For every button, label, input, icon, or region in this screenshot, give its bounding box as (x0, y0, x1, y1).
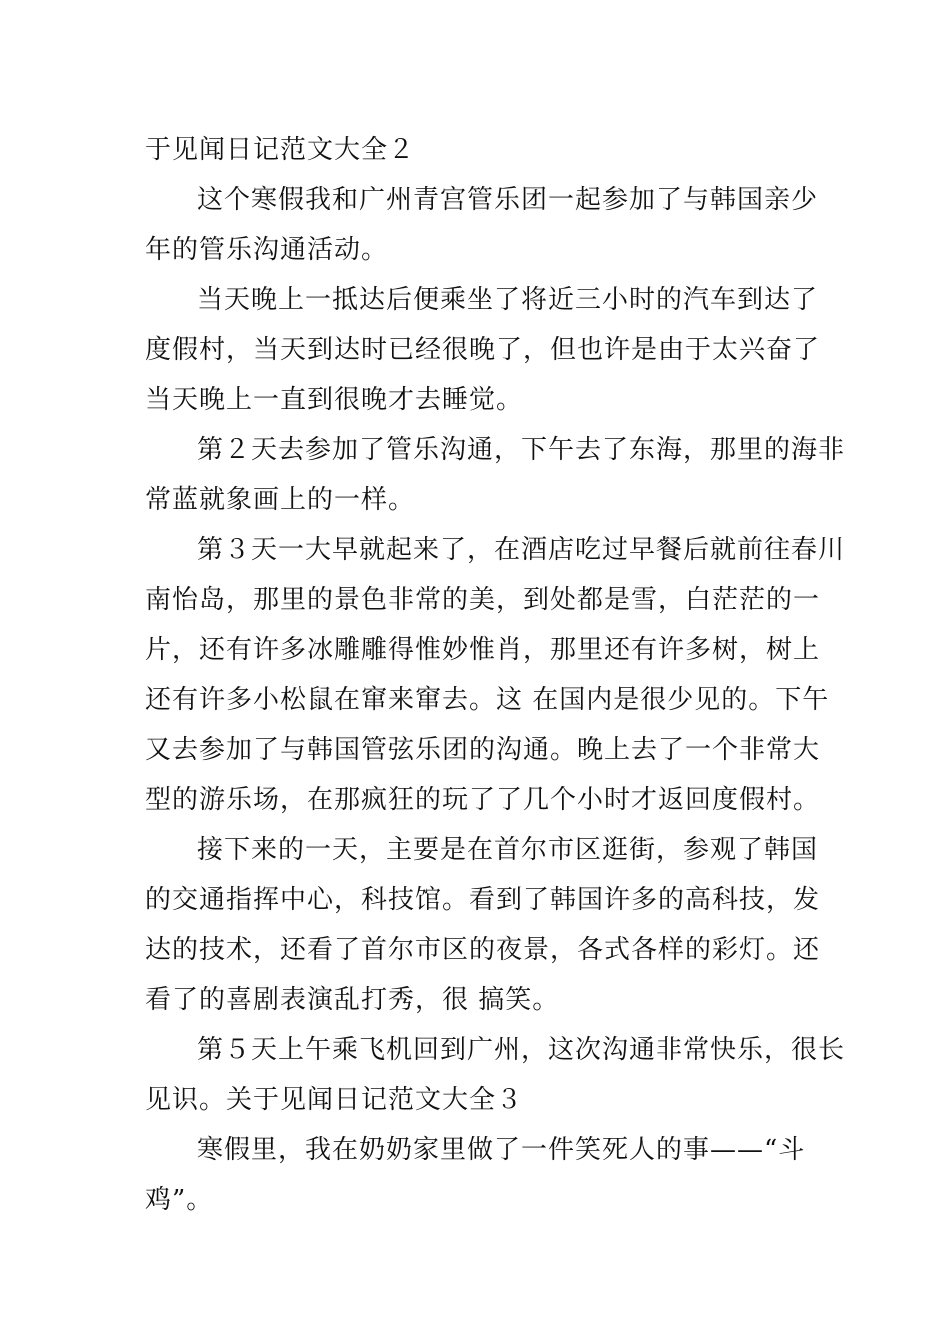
text-line: 常蓝就象画上的一样。 (145, 485, 416, 515)
text-line: 当天晚上一直到很晚才去睡觉。 (145, 385, 524, 415)
text-line: 第５天上午乘飞机回到广州，这次沟通非常快乐，很长 (197, 1035, 846, 1065)
text-line: 还有许多小松鼠在窜来窜去。这 在国内是很少见的。下午 (145, 685, 830, 715)
text-line: 南怡岛，那里的景色非常的美，到处都是雪，白茫茫的一 (145, 585, 821, 615)
text-line: 寒假里，我在奶奶家里做了一件笑死人的事——“斗 (197, 1135, 806, 1165)
text-line: 达的技术，还看了首尔市区的夜景，各式各样的彩灯。还 (145, 935, 821, 965)
text-line: 片，还有许多冰雕雕得惟妙惟肖，那里还有许多树，树上 (145, 635, 821, 665)
text-line: 第３天一大早就起来了，在酒店吃过早餐后就前往春川 (197, 535, 846, 565)
text-line: 见识。关于见闻日记范文大全３ (145, 1085, 524, 1115)
text-line: 度假村，当天到达时已经很晚了，但也许是由于太兴奋了 (145, 335, 821, 365)
text-line: 第２天去参加了管乐沟通，下午去了东海，那里的海非 (197, 435, 846, 465)
text-line: 这个寒假我和广州青宫管乐团一起参加了与韩国亲少 (197, 185, 819, 215)
text-line: 接下来的一天，主要是在首尔市区逛街，参观了韩国 (197, 835, 819, 865)
text-line: 鸡”。 (145, 1185, 214, 1215)
text-line: 型的游乐场，在那疯狂的玩了了几个小时才返回度假村。 (145, 785, 821, 815)
text-line: 又去参加了与韩国管弦乐团的沟通。晚上去了一个非常大 (145, 735, 821, 765)
text-line: 看了的喜剧表演乱打秀，很 搞笑。 (145, 985, 560, 1015)
text-line: 当天晚上一抵达后便乘坐了将近三小时的汽车到达了 (197, 285, 819, 315)
text-line: 年的管乐沟通活动。 (145, 235, 389, 265)
text-line: 的交通指挥中心，科技馆。看到了韩国许多的高科技，发 (145, 885, 821, 915)
text-line: 于见闻日记范文大全２ (145, 135, 416, 165)
